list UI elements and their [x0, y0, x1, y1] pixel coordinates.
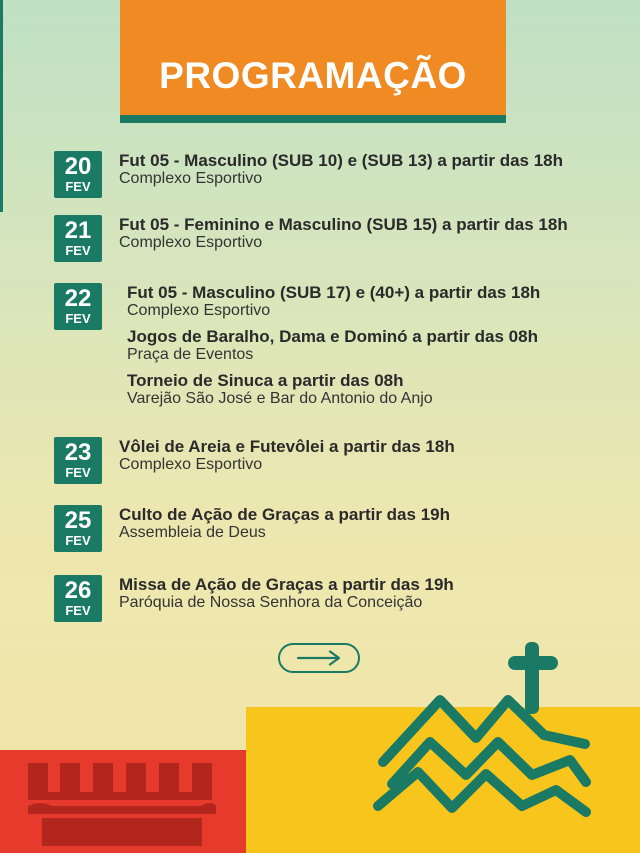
- event-place: Complexo Esportivo: [119, 456, 263, 473]
- page-title: PROGRAMAÇÃO: [159, 55, 467, 96]
- event-item: [127, 371, 540, 408]
- event-title: Torneio de Sinuca a partir das 08h: [127, 371, 404, 390]
- date-month: FEV: [65, 311, 91, 326]
- date-badge: [54, 215, 102, 262]
- event-place: Complexo Esportivo: [127, 302, 271, 319]
- event-place: Praça de Eventos: [127, 346, 254, 363]
- event-items: [119, 505, 450, 549]
- event-title: Vôlei de Areia e Futevôlei a partir das 18h: [119, 437, 455, 456]
- event-day-21: [54, 215, 568, 262]
- event-item: [119, 505, 450, 542]
- date-day: 21: [64, 217, 92, 244]
- date-month: FEV: [65, 243, 91, 258]
- event-title: Culto de Ação de Graças a partir das 19h: [119, 505, 450, 524]
- event-item: [127, 283, 540, 320]
- event-items: [119, 437, 455, 481]
- date-badge: [54, 505, 102, 552]
- event-items: [127, 283, 540, 415]
- event-place: Varejão São José e Bar do Antonio do Anjo: [127, 390, 433, 407]
- event-day-20: [54, 151, 563, 198]
- date-badge: [54, 151, 102, 198]
- date-day: 22: [64, 285, 92, 312]
- header-banner: [120, 0, 506, 123]
- event-title: Fut 05 - Masculino (SUB 17) e (40+) a partir das 18h: [127, 283, 541, 302]
- left-accent-bar: [0, 0, 3, 212]
- event-title: Fut 05 - Masculino (SUB 10) e (SUB 13) a partir das 18h: [119, 151, 564, 170]
- date-badge: [54, 437, 102, 484]
- arrow-right-icon: [296, 650, 342, 666]
- event-item: [119, 437, 455, 474]
- date-day: 25: [64, 507, 92, 534]
- date-badge: [54, 283, 102, 330]
- event-items: [119, 575, 454, 619]
- event-day-23: [54, 437, 455, 484]
- yellow-decor-block: [246, 707, 640, 853]
- date-day: 26: [64, 577, 92, 604]
- date-day: 20: [64, 153, 92, 180]
- event-day-22: [54, 283, 540, 415]
- event-place: Complexo Esportivo: [119, 234, 263, 251]
- event-title: Jogos de Baralho, Dama e Dominó a partir das 08h: [127, 327, 538, 346]
- event-place: Complexo Esportivo: [119, 170, 263, 187]
- event-items: [119, 151, 563, 195]
- event-item: [119, 575, 454, 612]
- event-place: Paróquia de Nossa Senhora da Conceição: [119, 594, 423, 611]
- event-place: Assembleia de Deus: [119, 524, 266, 541]
- event-day-26: [54, 575, 454, 622]
- event-title: Missa de Ação de Graças a partir das 19h: [119, 575, 454, 594]
- next-button[interactable]: [278, 643, 360, 673]
- date-month: FEV: [65, 465, 91, 480]
- red-decor-block: [0, 750, 246, 853]
- cross-icon: [508, 642, 558, 714]
- event-items: [119, 215, 568, 259]
- event-item: [127, 327, 540, 364]
- date-day: 23: [64, 439, 92, 466]
- event-item: [119, 215, 568, 252]
- event-day-25: [54, 505, 450, 552]
- date-month: FEV: [65, 603, 91, 618]
- event-item: [119, 151, 563, 188]
- event-title: Fut 05 - Feminino e Masculino (SUB 15) a partir das 18h: [119, 215, 568, 234]
- date-month: FEV: [65, 533, 91, 548]
- date-month: FEV: [65, 179, 91, 194]
- date-badge: [54, 575, 102, 622]
